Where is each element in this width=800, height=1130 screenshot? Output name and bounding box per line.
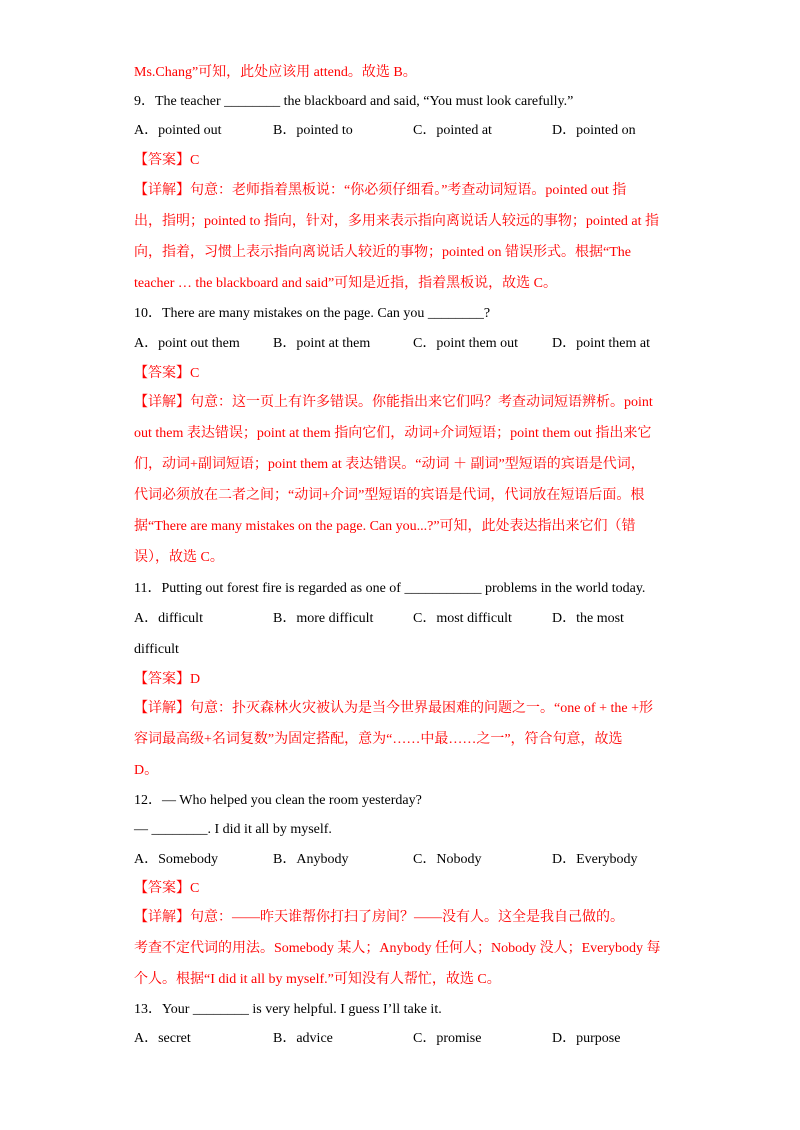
question-12-stem: 12．— Who helped you clean the room yesterday? xyxy=(134,793,422,808)
q12-option-a: A．Somebody xyxy=(134,852,218,867)
q11-option-a: A．difficult xyxy=(134,611,203,626)
q11-option-c: C．most difficult xyxy=(413,611,512,626)
question-12-stem-reply: — ________. I did it all by myself. xyxy=(134,822,332,837)
q10-detail-line: out them 表达错误；point at them 指向它们，动词+介词短语；point them out 指出来它 xyxy=(134,426,652,441)
q9-answer: 【答案】C xyxy=(134,153,200,168)
q10-detail-line: 代词必须放在二者之间；“动词+介词”型短语的宾语是代词，代词放在短语后面。根 xyxy=(134,488,645,503)
q10-answer: 【答案】C xyxy=(134,366,200,381)
q10-option-d: D．point them at xyxy=(552,336,650,351)
q10-option-c: C．point them out xyxy=(413,336,518,351)
q12-detail-line: 个人。根据“I did it all by myself.”可知没有人帮忙，故选 C。 xyxy=(134,972,501,987)
q13-option-a: A．secret xyxy=(134,1031,191,1046)
q11-answer: 【答案】D xyxy=(134,672,201,687)
q9-detail-line: 【详解】句意：老师指着黑板说：“你必须仔细看。”考查动词短语。pointed out 指 xyxy=(134,183,627,198)
q10-option-b: B．point at them xyxy=(273,336,371,351)
q10-detail-line: 误），故选 C。 xyxy=(134,550,224,565)
q12-detail-line: 【详解】句意：——昨天谁帮你打扫了房间？——没有人。这全是我自己做的。 xyxy=(134,910,624,925)
q10-detail-line: 们，动词+副词短语；point them at 表达错误。“动词 ＋ 副词”型短语的宾语是代词， xyxy=(134,457,645,472)
q10-option-a: A．point out them xyxy=(134,336,240,351)
q13-option-c: C．promise xyxy=(413,1031,482,1046)
q10-detail-line: 【详解】句意：这一页上有许多错误。你能指出来它们吗？考查动词短语辨析。point xyxy=(134,395,653,410)
question-9-stem: 9．The teacher ________ the blackboard and said, “You must look carefully.” xyxy=(134,94,574,109)
q9-detail-line: teacher … the blackboard and said”可知是近指，指着黑板说，故选 C。 xyxy=(134,276,558,291)
q12-detail-line: 考查不定代词的用法。Somebody 某人；Anybody 任何人；Nobody 没人；Everybody 每 xyxy=(134,941,661,956)
q13-option-b: B．advice xyxy=(273,1031,333,1046)
question-13-stem: 13．Your ________ is very helpful. I guess I’ll take it. xyxy=(134,1002,442,1017)
q11-option-d-wrap: difficult xyxy=(134,642,179,657)
q9-detail-line: 向，指着，习惯上表示指向离说话人较近的事物；pointed on 错误形式。根据“The xyxy=(134,245,631,260)
q11-detail-line: 【详解】句意：扑灭森林火灾被认为是当今世界最困难的问题之一。“one of + the +形 xyxy=(134,701,653,716)
q10-detail-line: 据“There are many mistakes on the page. Can you...?”可知，此处表达指出来它们（错 xyxy=(134,519,636,534)
q12-option-b: B．Anybody xyxy=(273,852,349,867)
q12-answer: 【答案】C xyxy=(134,881,200,896)
q9-option-b: B．pointed to xyxy=(273,123,353,138)
q9-detail-line: 出，指明；pointed to 指向，针对，多用来表示指向离说话人较远的事物；pointed at 指 xyxy=(134,214,659,229)
question-10-stem: 10．There are many mistakes on the page. Can you ________? xyxy=(134,306,491,321)
q11-detail-line: 容词最高级+名词复数”为固定搭配，意为“……中最……之一”，符合句意，故选 xyxy=(134,732,623,747)
prev-detail-line: Ms.Chang”可知，此处应该用 attend。故选 B。 xyxy=(134,65,417,80)
question-11-stem: 11．Putting out forest fire is regarded as one of ___________ problems in the world today. xyxy=(134,581,646,596)
q11-option-b: B．more difficult xyxy=(273,611,374,626)
q9-option-a: A．pointed out xyxy=(134,123,222,138)
q9-option-c: C．pointed at xyxy=(413,123,492,138)
q12-option-c: C．Nobody xyxy=(413,852,482,867)
q9-option-d: D．pointed on xyxy=(552,123,636,138)
q12-option-d: D．Everybody xyxy=(552,852,638,867)
q11-option-d: D．the most xyxy=(552,611,624,626)
q13-option-d: D．purpose xyxy=(552,1031,621,1046)
q11-detail-line: D。 xyxy=(134,763,159,778)
